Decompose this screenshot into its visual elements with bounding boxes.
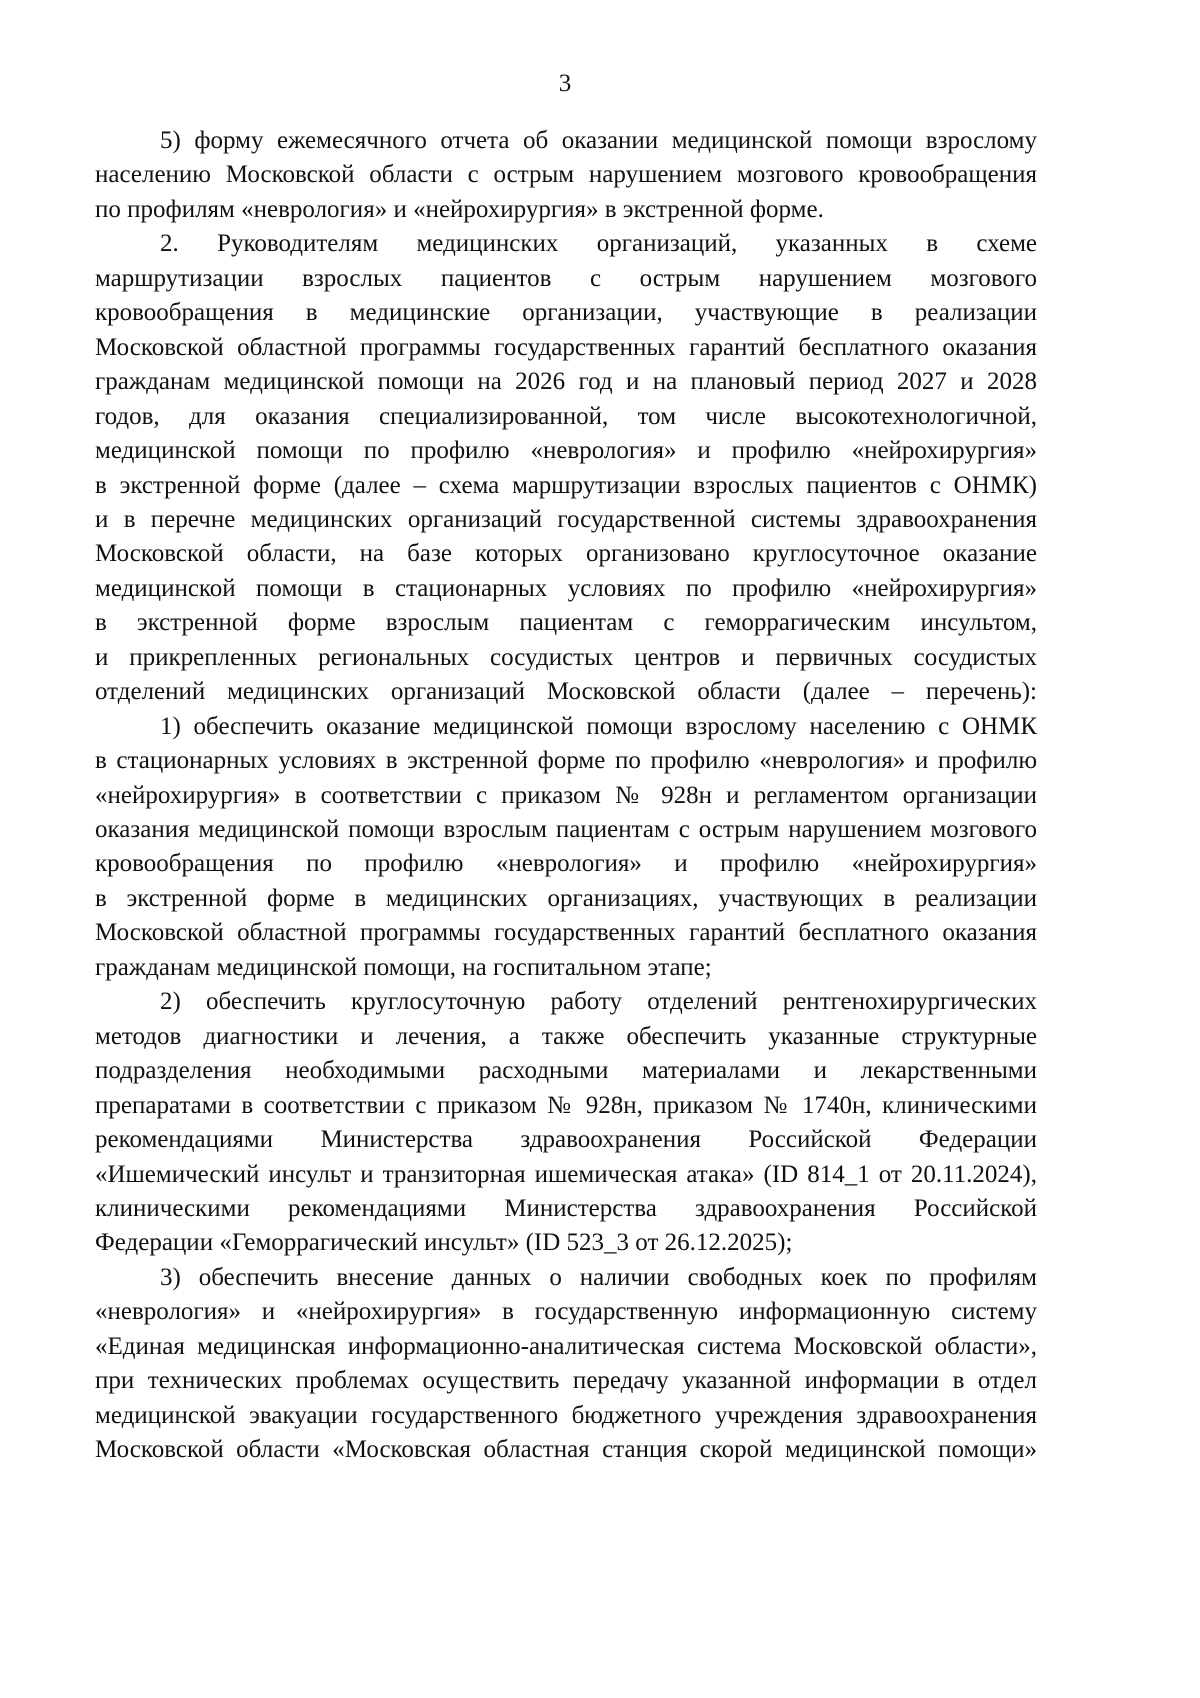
text-line: гражданам медицинской помощи на 2026 год и на плановый период 2027 и 2028 <box>95 368 1037 396</box>
text-line: «Единая медицинская информационно-аналитическая система Московской области», <box>95 1332 1037 1360</box>
text-line: клиническими рекомендациями Министерства здравоохранения Российской <box>95 1194 1037 1222</box>
text-line: отделений медицинских организаций Московской области (далее – перечень): <box>95 678 1037 706</box>
text-line: рекомендациями Министерства здравоохранения Российской Федерации <box>95 1126 1037 1154</box>
text-line: в экстренной форме взрослым пациентам с геморрагическим инсультом, <box>95 609 1037 637</box>
text-line: маршрутизации взрослых пациентов с острым нарушением мозгового <box>95 264 1037 292</box>
text-line: подразделения необходимыми расходными материалами и лекарственными <box>95 1057 1037 1085</box>
text-line: Федерации «Геморрагический инсульт» (ID 523_3 от 26.12.2025); <box>95 1229 793 1257</box>
text-line: 2) обеспечить круглосуточную работу отделений рентгенохирургических <box>160 988 1037 1016</box>
text-line: и прикрепленных региональных сосудистых центров и первичных сосудистых <box>95 643 1037 671</box>
text-line: населению Московской области с острым нарушением мозгового кровообращения <box>95 161 1037 189</box>
text-line: 2. Руководителям медицинских организаций, указанных в схеме <box>160 230 1037 258</box>
text-line: и в перечне медицинских организаций государственной системы здравоохранения <box>95 505 1037 533</box>
text-line: в экстренной форме в медицинских организациях, участвующих в реализации <box>95 884 1037 912</box>
text-line: медицинской помощи по профилю «неврология» и профилю «нейрохирургия» <box>95 437 1037 465</box>
text-line: кровообращения по профилю «неврология» и профилю «нейрохирургия» <box>95 850 1037 878</box>
text-line: в экстренной форме (далее – схема маршрутизации взрослых пациентов с ОНМК) <box>95 471 1037 499</box>
text-line: оказания медицинской помощи взрослым пациентам с острым нарушением мозгового <box>95 816 1037 843</box>
text-line: кровообращения в медицинские организации, участвующие в реализации <box>95 299 1037 327</box>
text-line: методов диагностики и лечения, а также обеспечить указанные структурные <box>95 1022 1037 1050</box>
text-line: в стационарных условиях в экстренной форме по профилю «неврология» и профилю <box>95 747 1037 775</box>
text-line: Московской областной программы государственных гарантий бесплатного оказания <box>95 333 1037 361</box>
text-line: медицинской эвакуации государственного бюджетного учреждения здравоохранения <box>95 1401 1037 1429</box>
text-line: медицинской помощи в стационарных условиях по профилю «нейрохирургия» <box>95 574 1037 602</box>
text-line: 3) обеспечить внесение данных о наличии свободных коек по профилям <box>160 1263 1037 1291</box>
text-line: по профилям «неврология» и «нейрохирургия» в экстренной форме. <box>95 195 824 223</box>
text-line: «неврология» и «нейрохирургия» в государственную информационную систему <box>95 1298 1037 1326</box>
text-line: препаратами в соответствии с приказом № 928н, приказом № 1740н, клиническими <box>95 1091 1037 1119</box>
page-number: 3 <box>558 70 572 97</box>
text-line: Московской области, на базе которых организовано круглосуточное оказание <box>95 540 1037 568</box>
text-line: при технических проблемах осуществить передачу указанной информации в отдел <box>95 1367 1037 1395</box>
text-line: 5) форму ежемесячного отчета об оказании медицинской помощи взрослому <box>160 127 1037 154</box>
text-line: гражданам медицинской помощи, на госпитальном этапе; <box>95 953 712 981</box>
text-line: «нейрохирургия» в соответствии с приказом № 928н и регламентом организации <box>95 781 1037 809</box>
text-line: Московской области «Московская областная станция скорой медицинской помощи» <box>95 1436 1037 1464</box>
text-line: 1) обеспечить оказание медицинской помощи взрослому населению с ОНМК <box>160 712 1037 740</box>
text-line: годов, для оказания специализированной, том числе высокотехнологичной, <box>95 402 1037 430</box>
text-line: Московской областной программы государственных гарантий бесплатного оказания <box>95 919 1037 947</box>
text-line: «Ишемический инсульт и транзиторная ишемическая атака» (ID 814_1 от 20.11.2024), <box>95 1160 1037 1188</box>
